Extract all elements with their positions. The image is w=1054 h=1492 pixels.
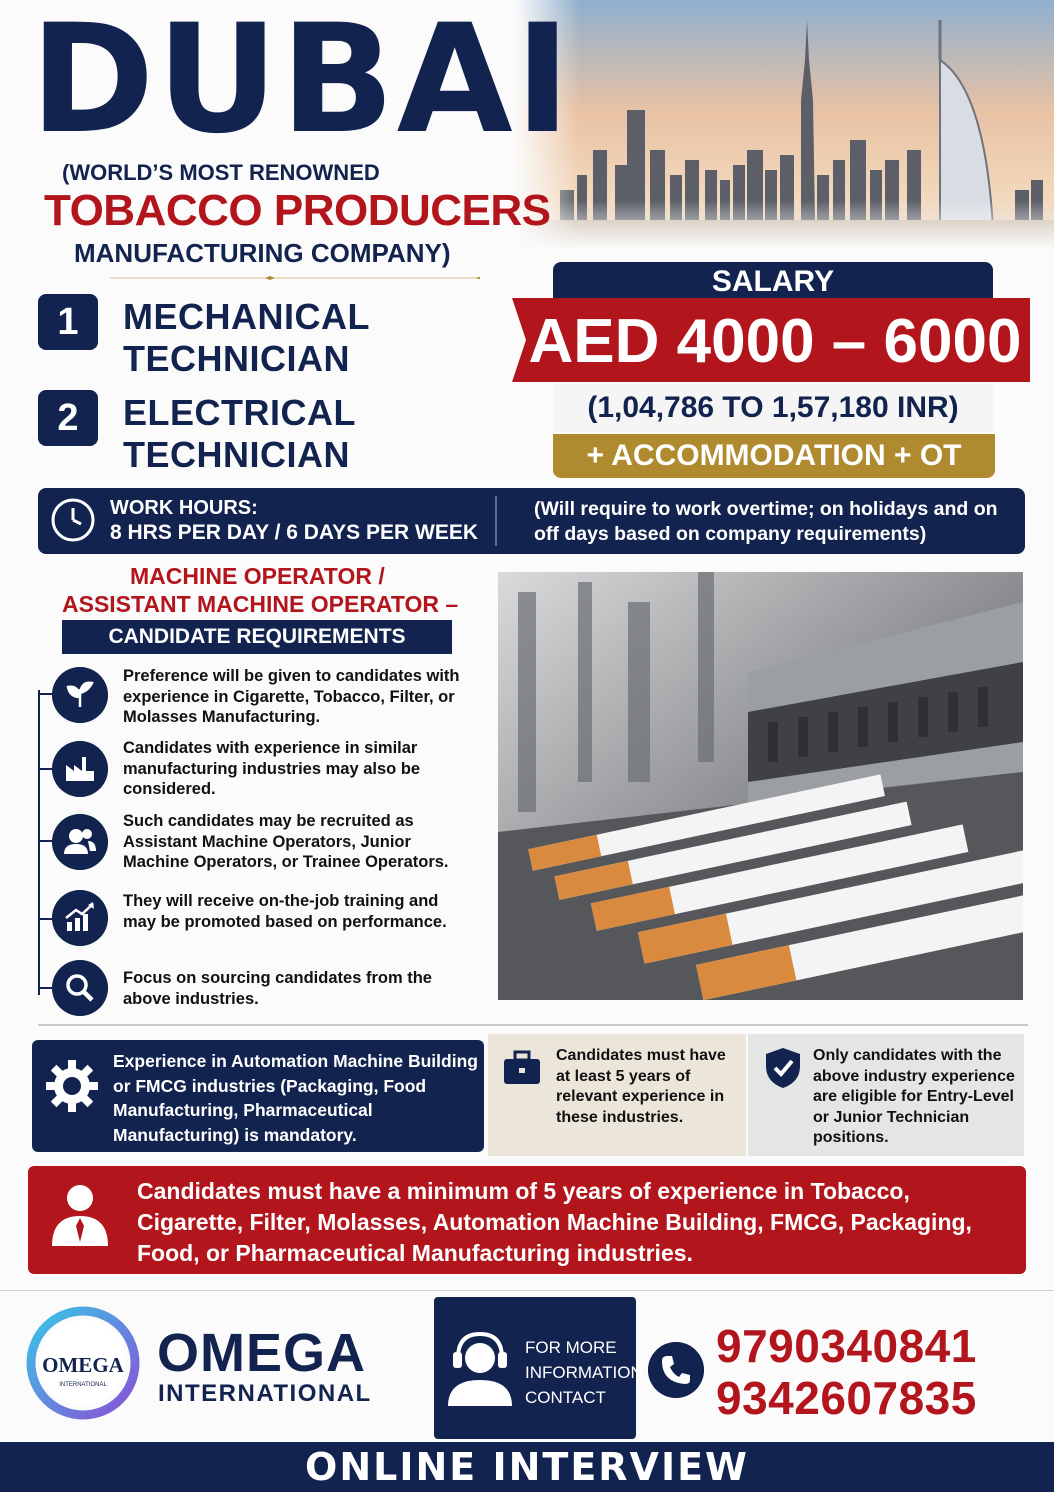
section-divider xyxy=(38,1024,1028,1026)
role-title-line1: MECHANICAL xyxy=(123,296,370,337)
role-title-line1: ELECTRICAL xyxy=(123,392,356,433)
phone-number-1[interactable]: 9790340841 xyxy=(716,1320,977,1372)
minimum-experience-text: Candidates must have a minimum of 5 years of experience in Tobacco, Cigarette, Filter, Molasses, Automation Machine Building, FMCG, Packaging, Food, or Pharmaceutical Manufacturing industries. xyxy=(137,1178,972,1266)
phone-icon xyxy=(648,1342,704,1398)
salary-amount-ribbon xyxy=(512,298,1030,382)
requirement-text: Preference will be given to candidates with experience in Cigarette, Tobacco, Filter, or Molasses Manufacturing. xyxy=(123,667,460,726)
salary-extras: + ACCOMMODATION + OT xyxy=(553,434,995,478)
company-name: OMEGA xyxy=(157,1323,367,1383)
timeline-tick xyxy=(38,840,52,842)
company-descriptor-line3: MANUFACTURING COMPANY) xyxy=(74,238,451,268)
search-icon xyxy=(52,960,108,1016)
role-title-line2: TECHNICIAN xyxy=(123,338,350,379)
users-icon xyxy=(52,814,108,870)
salary-inr: (1,04,786 TO 1,57,180 INR) xyxy=(553,384,993,432)
online-interview-label: ONLINE INTERVIEW xyxy=(305,1445,749,1489)
salary-amount: AED 4000 – 6000 xyxy=(528,307,1022,376)
company-descriptor-line2: TOBACCO PRODUCERS xyxy=(44,186,551,235)
requirements-heading: CANDIDATE REQUIREMENTS xyxy=(62,620,452,654)
operator-title-line1: MACHINE OPERATOR / xyxy=(130,563,385,589)
work-hours-separator xyxy=(495,496,497,546)
factory-icon xyxy=(52,741,108,797)
role-number-badge: 1 xyxy=(38,294,98,350)
automation-requirement-text: Experience in Automation Machine Building or FMCG industries (Packaging, Food Manufacturing, Pharmaceutical Manufacturing) is mandatory. xyxy=(113,1051,478,1145)
role-title xyxy=(123,296,370,380)
shield-check-icon xyxy=(764,1046,802,1090)
work-hours-title: WORK HOURS: xyxy=(110,497,258,519)
ornamental-divider xyxy=(110,276,480,280)
operator-title-line2: ASSISTANT MACHINE OPERATOR – xyxy=(62,591,459,617)
cigarette-production-line-image xyxy=(498,572,1023,1000)
company-descriptor-line1: (WORLD’S MOST RENOWNED xyxy=(62,160,380,185)
timeline-tick xyxy=(38,918,52,920)
timeline-line xyxy=(38,690,40,995)
overtime-note: (Will require to work overtime; on holidays and on off days based on company requirements) xyxy=(534,498,998,545)
company-subname: INTERNATIONAL xyxy=(158,1380,372,1407)
experience-years-text: Candidates must have at least 5 years of relevant experience in these industries. xyxy=(556,1047,726,1126)
requirement-text: Candidates with experience in similar manufacturing industries may also be considered. xyxy=(123,739,421,798)
omega-logo xyxy=(26,1306,140,1420)
growth-chart-icon xyxy=(52,890,108,946)
leaf-icon xyxy=(52,667,108,723)
timeline-tick xyxy=(38,768,52,770)
headset-agent-icon xyxy=(444,1328,516,1408)
work-hours-value: 8 HRS PER DAY / 6 DAYS PER WEEK xyxy=(110,521,479,544)
role-title xyxy=(123,392,356,476)
role-title-line2: TECHNICIAN xyxy=(123,434,350,475)
clock-icon xyxy=(50,497,96,543)
timeline-tick xyxy=(38,987,52,989)
briefcase-icon xyxy=(502,1050,542,1086)
salary-heading: SALARY xyxy=(553,262,993,302)
logo-subtext: INTERNATIONAL xyxy=(59,1382,107,1388)
logo-text: OMEGA xyxy=(42,1353,124,1377)
businessman-icon xyxy=(50,1182,110,1248)
role-number-badge: 2 xyxy=(38,390,98,446)
city-title: DUBAI xyxy=(30,0,573,167)
contact-label: FOR MORE INFORMATION CONTACT xyxy=(525,1338,643,1407)
footer-divider xyxy=(0,1290,1054,1291)
requirement-text: Such candidates may be recruited as Assistant Machine Operators, Junior Machine Operators, or Trainee Operators. xyxy=(123,812,449,871)
requirement-text: Focus on sourcing candidates from the above industries. xyxy=(123,969,432,1008)
timeline-tick xyxy=(38,693,52,695)
dubai-skyline-image xyxy=(515,0,1054,250)
eligibility-text: Only candidates with the above industry experience are eligible for Entry-Level or Junior Technician positions. xyxy=(813,1047,1015,1146)
phone-number-2[interactable]: 9342607835 xyxy=(716,1372,977,1424)
requirement-text: They will receive on-the-job training and may be promoted based on performance. xyxy=(123,892,447,931)
gear-icon xyxy=(44,1058,100,1114)
